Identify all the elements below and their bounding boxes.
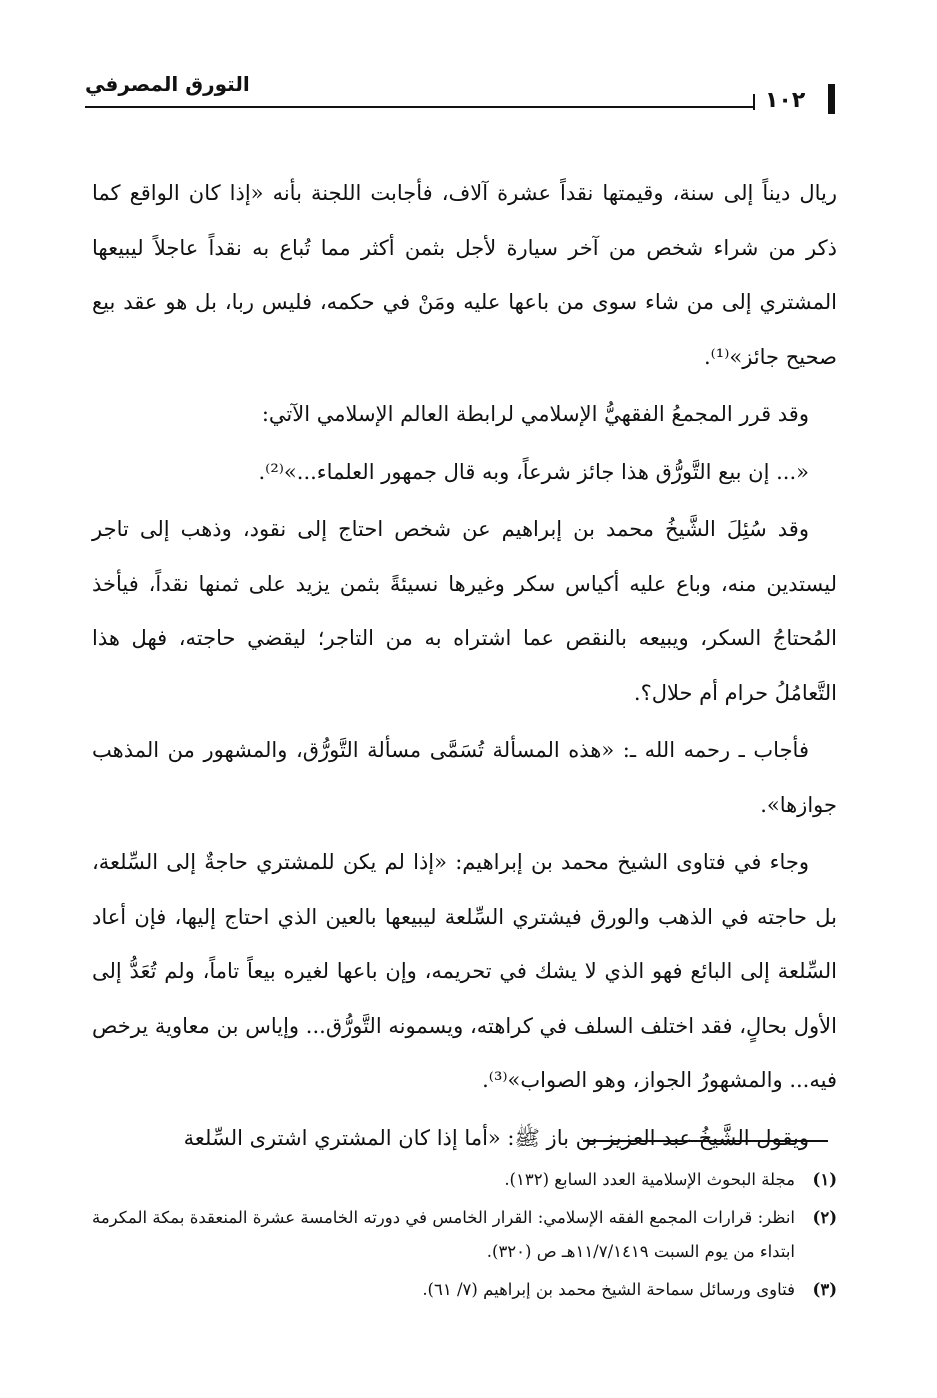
footnote-number: (٣)	[812, 1280, 837, 1299]
footnote	[92, 1273, 837, 1307]
page-header	[85, 70, 837, 118]
page-number: ١٠٢	[765, 88, 806, 113]
running-title: التورق المصرفي	[85, 72, 250, 96]
header-bar	[828, 84, 835, 114]
paragraph: فأجاب ـ رحمه الله ـ: «هذه المسألة تُسَمَّى مسألة التَّورُّق، والمشهور من المذهب جوازها».	[92, 738, 837, 817]
footnote	[92, 1201, 837, 1269]
footnote-separator	[583, 1140, 828, 1142]
header-rule-tick	[753, 94, 755, 110]
footnote-text: انظر: قرارات المجمع الفقه الإسلامي: القرار الخامس في دورته الخامسة عشرة المنعقدة بمكة المكرمة ابتداء من يوم السبت ١١/٧/١٤١٩هـ ص (٣٢٠).	[92, 1208, 795, 1261]
paragraph: وقد سُئِلَ الشَّيخُ محمد بن إبراهيم عن شخص احتاج إلى نقود، وذهب إلى تاجر ليستدين منه، وباع عليه أكياس سكر وغيرها نسيئةً بثمن يزيد على ثمنها نقداً، فيأخذ المُحتاجُ السكر، ويبيعه بالنقص عما اشتراه به من التاجر؛ ليقضي حاجته، فهل هذا التَّعامُلُ حرام أم حلال؟.	[92, 517, 837, 705]
footnote-text: فتاوى ورسائل سماحة الشيخ محمد بن إبراهيم (٧/ ٦١).	[422, 1280, 795, 1299]
main-text	[92, 166, 837, 1168]
footnote-number: (١)	[812, 1170, 837, 1189]
paragraph: ريال ديناً إلى سنة، وقيمتها نقداً عشرة آلاف، فأجابت اللجنة بأنه «إذا كان الواقع كما ذكر من شراء شخص من آخر سيارة لأجل بثمن أكثر مما تُباع به نقداً عاجلاً ليبيعها المشتري إلى من شاء سوى من باعها عليه ومَنْ في حكمه، فليس ربا، بل هو عقد بيع صحيح جائز»⁽¹⁾.	[92, 181, 837, 369]
footnote-number: (٢)	[812, 1208, 837, 1227]
footnote-text: مجلة البحوث الإسلامية العدد السابع (١٣٢).	[504, 1170, 795, 1189]
footnotes	[92, 1163, 837, 1311]
paragraph: «... إن بيع التَّورُّق هذا جائز شرعاً، وبه قال جمهور العلماء...»⁽²⁾.	[258, 459, 809, 484]
header-rule	[85, 106, 755, 108]
paragraph: وقد قرر المجمعُ الفقهيُّ الإسلامي لرابطة العالم الإسلامي الآتي:	[261, 402, 809, 426]
paragraph: ويقول الشَّيخُ عبد العزيز بن باز ﷺ: «أما إذا كان المشتري اشترى السِّلعة	[183, 1125, 809, 1150]
paragraph: وجاء في فتاوى الشيخ محمد بن إبراهيم: «إذا لم يكن للمشتري حاجةٌ إلى السِّلعة، بل حاجته في الذهب والورق فيشتري السِّلعة ليبيعها بالعين الذي احتاج إليها، فإن أعاد السِّلعة إلى البائع فهو الذي لا يشك في تحريمه، وإن باعها لغيره بيعاً تاماً، ولم تُعَدُّ إلى الأول بحالٍ، فقد اختلف السلف في كراهته، ويسمونه التَّورُّق... وإياس بن معاوية يرخص فيه... والمشهورُ الجواز، وهو الصواب»⁽³⁾.	[92, 850, 837, 1092]
footnote	[92, 1163, 837, 1197]
